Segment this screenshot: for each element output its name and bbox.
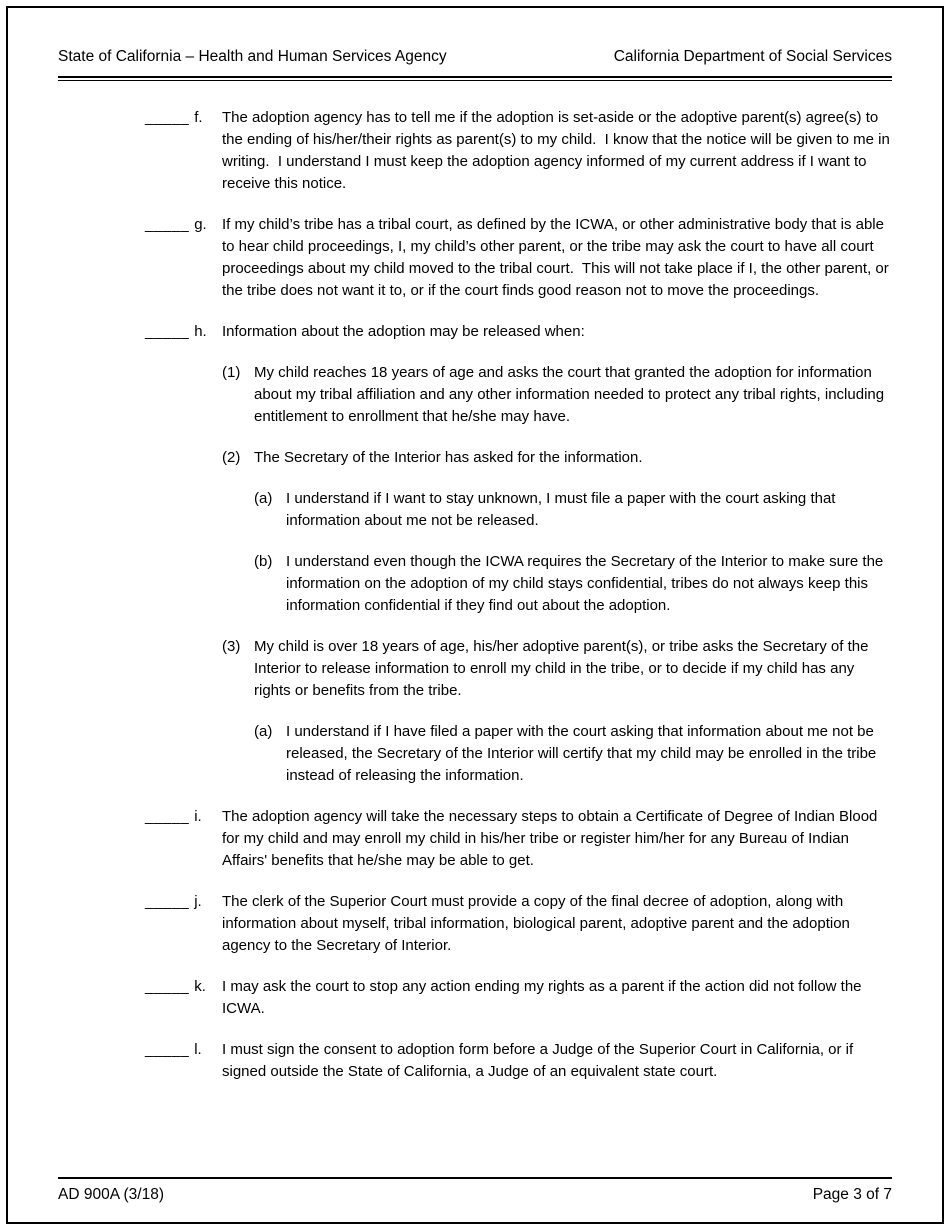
list-item-h bbox=[145, 321, 890, 787]
sub-item-2 bbox=[222, 447, 890, 617]
list-item-l bbox=[145, 1039, 890, 1083]
item-letter: k. bbox=[194, 978, 206, 995]
sub-sub-item-letter: (a) bbox=[254, 490, 273, 507]
initials-blank[interactable]: _____ bbox=[145, 978, 190, 995]
initials-blank[interactable]: _____ bbox=[145, 893, 190, 910]
item-text: I must sign the consent to adoption form before a Judge of the Superior Court in California, or if signed outside the State of California, a Judge of an equivalent state court. bbox=[222, 1041, 858, 1080]
document-header bbox=[8, 8, 942, 76]
item-letter: l. bbox=[194, 1041, 202, 1058]
sub-item-text: My child is over 18 years of age, his/her adoptive parent(s), or tribe asks the Secretary of the Interior to release information to enroll my child in the tribe, or to decide if my child has any rights or benefits from the tribe. bbox=[254, 638, 873, 699]
item-gutter bbox=[145, 321, 222, 343]
document-page bbox=[6, 6, 944, 1224]
sub-item-text: The Secretary of the Interior has asked for the information. bbox=[254, 449, 643, 466]
sub-sub-item-letter: (b) bbox=[254, 553, 273, 570]
header-department-title: California Department of Social Services bbox=[613, 48, 892, 65]
item-text: The clerk of the Superior Court must provide a copy of the final decree of adoption, along with information about myself, tribal information, biological parent, adoptive parent and the adoption agency to the Secretary of Interior. bbox=[222, 893, 855, 954]
sub-sub-item-2a bbox=[254, 488, 890, 532]
sub-item-1 bbox=[222, 362, 890, 428]
page-number: Page 3 of 7 bbox=[812, 1186, 892, 1203]
item-letter: j. bbox=[194, 893, 202, 910]
item-text: If my child’s tribe has a tribal court, as defined by the ICWA, or other administrative body that is able to hear child proceedings, I, my child’s other parent, or the tribe may ask the court to have all court proceedings about my child moved to the tribal court. This will not take place if I, the other parent, or the tribe does not want it to, or if the court finds good reason not to move the proceedings. bbox=[222, 216, 893, 299]
item-letter: i. bbox=[194, 808, 202, 825]
document-footer bbox=[58, 1177, 892, 1222]
initials-blank[interactable]: _____ bbox=[145, 109, 190, 126]
list-item-k bbox=[145, 976, 890, 1020]
sub-item-number: (3) bbox=[222, 638, 241, 655]
item-gutter bbox=[145, 891, 222, 913]
header-agency-title: State of California – Health and Human Services Agency bbox=[58, 48, 447, 65]
sub-sub-item-text: I understand if I have filed a paper with the court asking that information about me not be released, the Secretary of the Interior will certify that my child may be enrolled in the tribe instead of releasing the information. bbox=[286, 723, 881, 784]
item-gutter bbox=[145, 976, 222, 998]
list-item-f bbox=[145, 107, 895, 195]
sub-item-number: (2) bbox=[222, 449, 241, 466]
item-text: I may ask the court to stop any action ending my rights as a parent if the action did not follow the ICWA. bbox=[222, 978, 866, 1017]
item-text: The adoption agency has to tell me if the adoption is set-aside or the adoptive parent(s) agree(s) to the ending of his/her/their rights as parent(s) to my child. I know that the notice will be given to me in writing. I understand I must keep the adoption agency informed of my current address if I want to receive this notice. bbox=[222, 109, 895, 192]
item-letter: h. bbox=[194, 323, 207, 340]
initials-blank[interactable]: _____ bbox=[145, 323, 190, 340]
item-gutter bbox=[145, 214, 222, 236]
initials-blank[interactable]: _____ bbox=[145, 808, 190, 825]
item-letter: g. bbox=[194, 216, 207, 233]
initials-blank[interactable]: _____ bbox=[145, 216, 190, 233]
sub-sub-item-text: I understand even though the ICWA requires the Secretary of the Interior to make sure the information on the adoption of my child stays confidential, tribes do not always keep this information confidential if they find out about the adoption. bbox=[286, 553, 888, 614]
list-item-g bbox=[145, 214, 893, 302]
sub-item-3 bbox=[222, 636, 890, 787]
item-gutter bbox=[145, 107, 222, 129]
item-letter: f. bbox=[194, 109, 203, 126]
sub-sub-item-text: I understand if I want to stay unknown, I must file a paper with the court asking that information about me not be released. bbox=[286, 490, 840, 529]
list-item-j bbox=[145, 891, 890, 957]
item-text: Information about the adoption may be released when: bbox=[222, 323, 585, 340]
sub-sub-item-letter: (a) bbox=[254, 723, 273, 740]
initials-blank[interactable]: _____ bbox=[145, 1041, 190, 1058]
sub-sub-item-2b bbox=[254, 551, 890, 617]
sub-sub-item-3a bbox=[254, 721, 890, 787]
form-number: AD 900A (3/18) bbox=[58, 1186, 164, 1203]
item-gutter bbox=[145, 806, 222, 828]
list-item-i bbox=[145, 806, 890, 872]
item-text: The adoption agency will take the necessary steps to obtain a Certificate of Degree of Indian Blood for my child and may enroll my child in his/her tribe or register him/her for any Bureau of Indian Affairs' benefits that he/she may be able to get. bbox=[222, 808, 882, 869]
document-body bbox=[8, 81, 942, 1177]
sub-item-text: My child reaches 18 years of age and asks the court that granted the adoption for information about my tribal affiliation and any other information needed to protect any tribal rights, including entitlement to enrollment that he/she may have. bbox=[254, 364, 889, 425]
item-gutter bbox=[145, 1039, 222, 1061]
sub-item-number: (1) bbox=[222, 364, 241, 381]
